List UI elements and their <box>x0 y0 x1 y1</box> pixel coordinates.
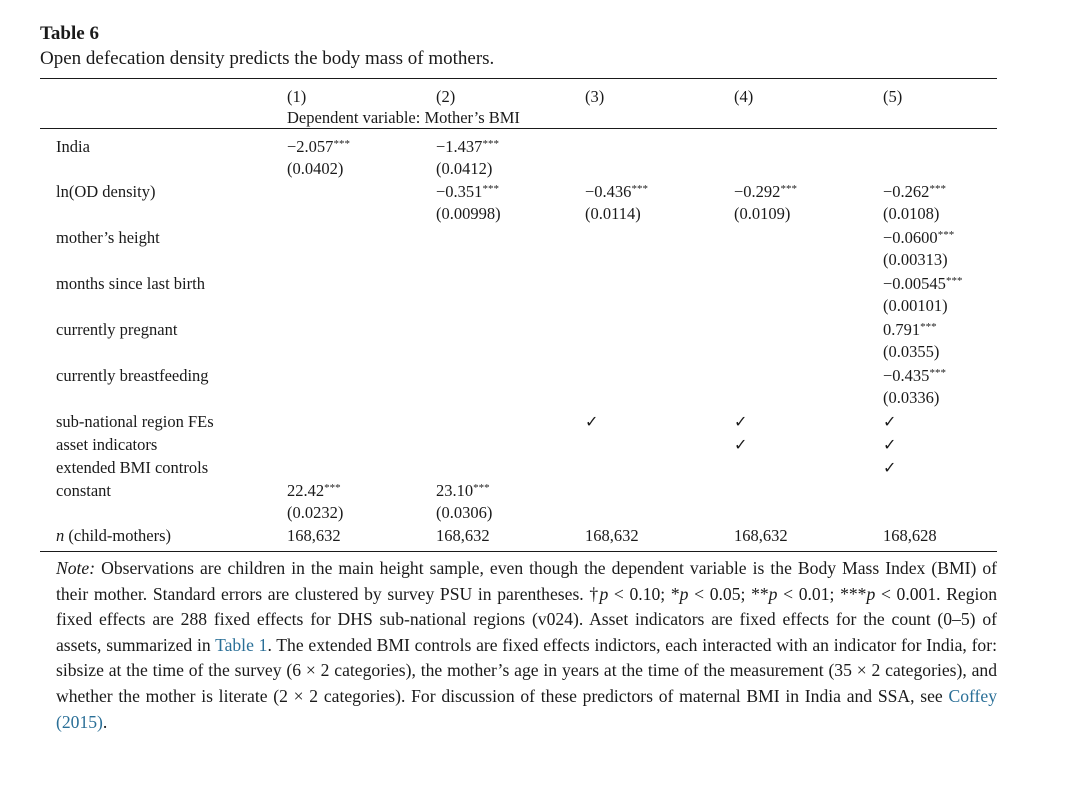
column-header-1: (1) <box>287 87 307 106</box>
n-value-5: 168,628 <box>883 526 937 545</box>
row-label-asset-indicators: asset indicators <box>56 435 158 454</box>
se-india-2: (0.0412) <box>436 159 493 178</box>
n-value-3: 168,632 <box>585 526 639 545</box>
row-label-mothers-height: mother’s height <box>56 228 160 247</box>
coef-constant-1: 22.42*** <box>287 481 341 500</box>
bottom-rule <box>40 551 997 552</box>
check-icon-assets-4: ✓ <box>734 435 748 454</box>
table-page <box>40 22 997 735</box>
note-label: Note: <box>56 558 96 578</box>
dependent-variable-label: Dependent variable: Mother’s BMI <box>287 108 520 127</box>
n-value-2: 168,632 <box>436 526 490 545</box>
coef-ln-od-2: −0.351*** <box>436 182 499 201</box>
se-breastfeeding-5: (0.0336) <box>883 388 940 407</box>
column-header-2: (2) <box>436 87 456 106</box>
se-pregnant-5: (0.0355) <box>883 342 940 361</box>
se-ln-od-4: (0.0109) <box>734 204 791 223</box>
se-constant-2: (0.0306) <box>436 503 493 522</box>
row-label-n-child-mothers: n (child-mothers) <box>56 526 172 545</box>
se-height-5: (0.00313) <box>883 250 948 269</box>
coef-height-5: −0.0600*** <box>883 228 955 247</box>
se-ln-od-3: (0.0114) <box>585 204 641 223</box>
row-label-extended-bmi-controls: extended BMI controls <box>56 458 209 477</box>
coef-months-5: −0.00545*** <box>883 274 963 293</box>
n-value-4: 168,632 <box>734 526 788 545</box>
coffey-2015-citation-link[interactable]: Coffey (2015) <box>56 685 997 732</box>
coef-pregnant-5: 0.791*** <box>883 320 937 339</box>
row-label-currently-pregnant: currently pregnant <box>56 320 178 339</box>
column-header-4: (4) <box>734 87 754 106</box>
se-months-5: (0.00101) <box>883 296 948 315</box>
row-label-region-fes: sub-national region FEs <box>56 412 214 431</box>
table-1-link[interactable]: Table 1 <box>215 634 268 655</box>
check-icon-extended-5: ✓ <box>883 458 897 477</box>
row-label-currently-breastfeeding: currently breastfeeding <box>56 366 209 385</box>
coef-ln-od-3: −0.436*** <box>585 182 648 201</box>
coef-ln-od-4: −0.292*** <box>734 182 797 201</box>
row-label-ln-od-density: ln(OD density) <box>56 182 156 201</box>
column-header-3: (3) <box>585 87 605 106</box>
coef-constant-2: 23.10*** <box>436 481 490 500</box>
check-icon-region-fe-5: ✓ <box>883 412 897 431</box>
check-icon-assets-5: ✓ <box>883 435 897 454</box>
table-header <box>40 79 997 128</box>
se-ln-od-2: (0.00998) <box>436 204 501 223</box>
table-note: Note: Observations are children in the main height sample, even though the dependent variable is the Body Mass Index (BMI) of their mother. Standard errors are clustered by survey PSU in parentheses. †p < 0.10; *p < 0.05; **p < 0.01; ***p < 0.001. Region fixed effects are 288 fixed effects for DHS sub-national regions (v024). Asset indicators are fixed effects for the count (0–5) of assets, summarized in Table 1. The extended BMI controls are fixed effects indictors, each interacted with an indicator for India, for: sibsize at the time of the survey (6 × 2 categories), the mother’s age in years at the time of the measurement (35 × 2 categories), and whether the mother is literate (2 × 2 categories). For discussion of these predictors of maternal BMI in India and SSA, see Coffey (2015). <box>56 558 998 732</box>
table-body <box>40 129 997 551</box>
row-label-constant: constant <box>56 481 111 500</box>
n-value-1: 168,632 <box>287 526 341 545</box>
regression-table <box>40 78 997 552</box>
se-ln-od-5: (0.0108) <box>883 204 940 223</box>
coef-india-1: −2.057*** <box>287 137 350 156</box>
coef-breastfeeding-5: −0.435*** <box>883 366 946 385</box>
row-label-india: India <box>56 137 90 156</box>
se-constant-1: (0.0232) <box>287 503 344 522</box>
table-label: Table 6 <box>40 23 99 44</box>
coef-india-2: −1.437*** <box>436 137 499 156</box>
check-icon-region-fe-3: ✓ <box>585 412 599 431</box>
table-caption: Open defecation density predicts the body mass of mothers. <box>40 48 495 69</box>
check-icon-region-fe-4: ✓ <box>734 412 748 431</box>
row-label-months-since-last-birth: months since last birth <box>56 274 205 293</box>
column-header-5: (5) <box>883 87 903 106</box>
se-india-1: (0.0402) <box>287 159 344 178</box>
coef-ln-od-5: −0.262*** <box>883 182 946 201</box>
